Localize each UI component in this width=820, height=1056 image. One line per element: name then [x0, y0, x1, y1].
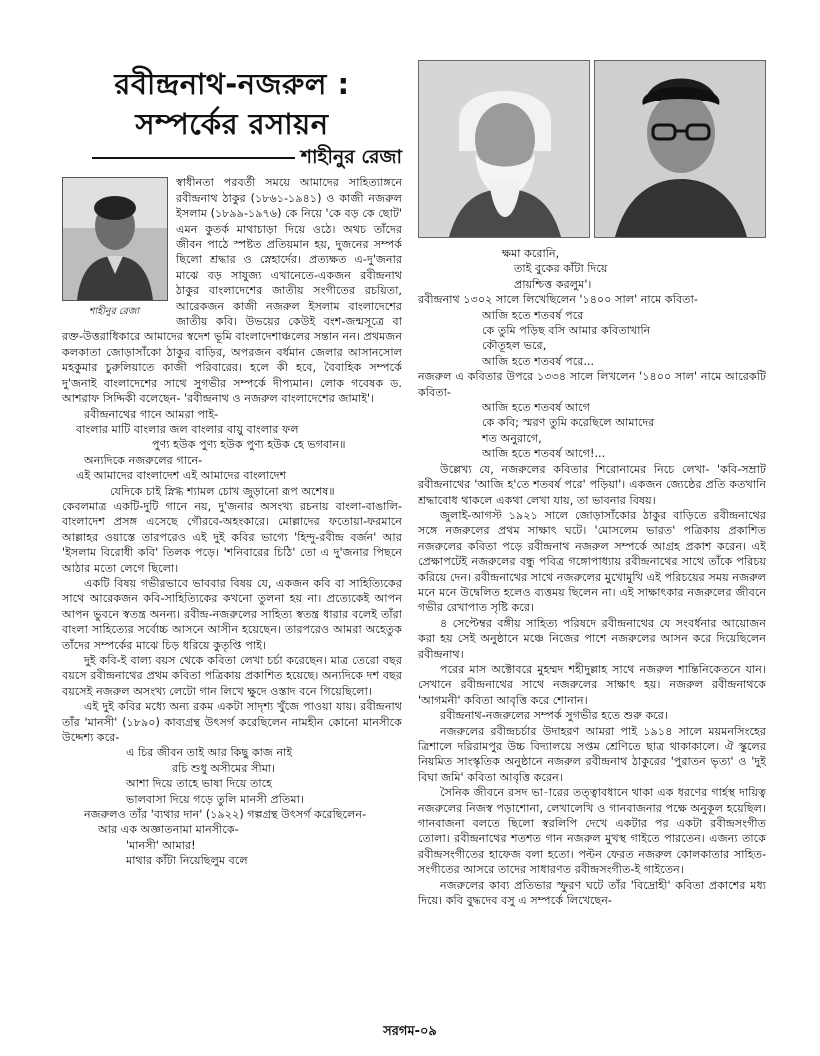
left-verse-11: মাথার কাঁটা নিয়েছিলুম বলে [126, 854, 248, 868]
byline [62, 146, 402, 168]
author-portrait [62, 177, 168, 301]
left-verse-1: বাংলার মাটি বাংলার জল বাংলার বায়ু বাংলার ফল [76, 422, 299, 436]
right-verse-6: কৌতূহল ভরে, [482, 339, 547, 353]
left-paragraph-2: রবীন্দ্রনাথের গানে আমরা পাই- [84, 407, 219, 421]
right-verse-11: আজি হতে শতবর্ষ আগে!... [482, 447, 606, 461]
right-paragraph-9: সৈনিক জীবনে রসদ ভা-ারের তত্ত্বাবধানে থাকা এক ধরণের গার্হস্থ দায়িত্ব নজরুলের নিজস্ব পড়াশোনা, লেখালেখি ও গানবাজনার পক্ষে অনুকূল হয়েছিল। গানবাজনা বলতে ছিলো স্বরলিপি দেখে একটার পর একটা রবীন্দ্রসংগীত তোলা। রবীন্দ্রনাথের শতশত গান নজরুল মুখস্থ গাইতে পারতেন। এজন্য তাকে রবীন্দ্রসংগীতের হাফেজ বলা হতো। পল্টন ফেরত নজরুল কোলকাতার সাহিত-সংগীতের আসরে তাদের সাধারণত রবীন্দ্রসংগীত-ই গাইতেন। [418, 786, 766, 877]
nazrul-photo [594, 60, 766, 238]
left-verse-4: যেদিকে চাই স্নিগ্ধ শ্যামল চোখ জুড়ানো রূপ অশেষ॥ [110, 484, 335, 498]
right-verse-5: কে তুমি পড়িছ বসি আমার কবিতাখানি [482, 324, 651, 338]
article-title [62, 64, 402, 144]
left-paragraph-5: একটি বিষয় গভীরভাবে ভাববার বিষয় যে, একজন কবি বা সাহিত্যিকের সাথে আরেকজন কবি-সাহিত্যিকের কখনো তুলনা হয় না। প্রত্যেকেই আপন আপন ভুবনে স্বতন্ত্র অনন্য। রবীন্দ্র-নজরুলের সাহিত্য স্বতন্ত্র ধারার বলেই তাঁরা বাংলা সাহিত্যের সর্বোচ্চ আসনে আসীন হয়েছেন। তারপরেও আমরা অহেতুক তাঁদের সম্পর্কের মাঝে চিড় ধরিয়ে কুতৃপ্তি পাই। [62, 576, 402, 652]
tagore-photo [418, 60, 590, 238]
byline-rule [92, 157, 295, 159]
right-paragraph-8: নজরুলের রবীন্দ্রচর্চার উদাহরণ আমরা পাই ১৯১৪ সালে ময়মনসিংহের ত্রিশালে দরিরামপুর উচ্চ বিদ্যালয়ে সপ্তম শ্রেণিতে ছাত্র থাকাকালে। ঐ স্কুলের নিয়মিত সাংস্কৃতিক অনুষ্ঠানে নজরুল রবীন্দ্রনাথ ঠাকুরের 'পুরাতন ভৃত্য' ও 'দুই বিঘা জমি' কবিতা আবৃত্তি করেন। [418, 724, 766, 784]
right-verse-2: তাই বুকের কাঁটা দিয়ে [514, 262, 608, 276]
author-portrait-image [63, 178, 167, 300]
title-line-1: রবীন্দ্রনাথ-নজরুল : [114, 67, 350, 101]
left-verse-2: পুণ্য হউক পুণ্য হউক পুণ্য হউক হে ভগবান॥ [152, 438, 346, 452]
left-paragraph-3: অন্যদিকে নজরুলের গানে- [84, 453, 203, 467]
right-verse-10: শত অনুরাগে, [482, 431, 542, 445]
left-verse-9: আর এক অজ্ঞাতনামা মানসীকে- [98, 823, 239, 837]
left-paragraph-8: নজরুলও তাঁর 'ব্যথার দান' (১৯২২) গল্পগ্রন্থ উৎসর্গ করেছিলেন- [84, 808, 367, 822]
left-verse-3: এই আমাদের বাংলাদেশ এই আমাদের বাংলাদেশ [76, 469, 287, 483]
photo-row [418, 60, 766, 238]
right-paragraph-5: ৪ সেপ্টেম্বর বঙ্গীয় সাহিত্য পরিষদে রবীন্দ্রনাথের যে সংবর্ধনার আয়োজন করা হয় সেই অনুষ্ঠানে মঞ্চে নিজের পাশে নজরুলের আসন করে দিয়েছিলেন রবীন্দ্রনাথ। [418, 616, 766, 661]
author-name: শাহীনুর রেজা [300, 146, 402, 168]
left-verse-6: রচি শুধু অসীমের সীমা। [172, 761, 276, 775]
right-paragraph-3: উল্লেখ্য যে, নজরুলের কবিতার শিরোনামের নিচে লেখা- 'কবি-সম্রাট রবীন্দ্রনাথের 'আজি হ'তে শতবর্ষ পরে' পড়িয়া'। একজন জ্যেষ্ঠের প্রতি কতখানি শ্রদ্ধাবোধ থাকলে একথা লেখা যায়, তা ভাবনার বিষয়। [418, 462, 766, 507]
author-caption: শাহীনুর রেজা [88, 306, 140, 318]
left-column [62, 60, 402, 869]
left-paragraph-4: কেবলমাত্র একটি-দুটি গানে নয়, দু'জনার অসংখ্য রচনায় বাংলা-বাঙালি-বাংলাদেশ প্রসঙ্গ এসেছে গৌরবে-অহংকারে। মোল্লাদের ফতোয়া-ফরমানে আল্লাহর ওয়াস্তে তারপরেও এই দুই কবির ভাগ্যে 'হিন্দু-রবীন্দ্র বর্জন' আর 'ইসলাম বিরোধী কবি' তিলক পড়ে। 'শনিবারের চিঠি' তো এ দু'জনার পিছনে আঠার মতো লেগে ছিলো। [62, 499, 402, 575]
right-verse-4: আজি হতে শতবর্ষ পরে [482, 308, 584, 322]
left-verse-5: এ চির জীবন তাই আর কিছু কাজ নাই [126, 746, 293, 760]
right-paragraph-7: রবীন্দ্রনাথ-নজরুলের সম্পর্ক সুগভীর হতে শুরু করে। [440, 709, 668, 723]
right-paragraph-6: পরের মাস অক্টোবরে মুহম্মদ শহীদুল্লাহ সাথে নজরুল শান্তিনিকেতনে যান। সেখানে রবীন্দ্রনাথের সাথে নজরুলের সাক্ষাৎ হয়। নজরুল রবীন্দ্রনাথকে 'আগমনী' কবিতা আবৃত্তি করে শোনান। [418, 662, 766, 707]
left-verse-10: 'মানসী' আমার! [126, 838, 196, 852]
author-portrait-block [62, 177, 166, 319]
tagore-portrait-image [419, 61, 590, 237]
right-verse-9: কে কবি; স্মরণ তুমি করেছিলে আমাদের [482, 416, 655, 430]
right-verse-8: আজি হতে শতবর্ষ আগে [482, 401, 590, 415]
right-paragraph-4: জুলাই-আগস্ট ১৯২১ সালে জোড়াসাঁকোর ঠাকুর বাড়িতে রবীন্দ্রনাথের সঙ্গে নজরুলের প্রথম সাক্ষাৎ ঘটে। 'মোসলেম ভারত' পত্রিকায় প্রকাশিত নজরুলের কবিতা পড়ে রবীন্দ্রনাথ নজরুল সম্পর্কে আগ্রহ প্রকাশ করেন। এই প্রেক্ষাপটেই নজরুলের বন্ধু পবিত্র গঙ্গোপাধ্যায় রবীন্দ্রনাথের সাথে তাঁকে পরিচয় করিয়ে দেন। রবীন্দ্রনাথের সাথে নজরুলের মুখোমুখি এই পরিচয়ের সময় নজরুল মনে মনে উদ্বেলিত হলেও ব্যত্তময় ছিলেন না। এই সাক্ষাৎকার নজরুলের জীবনে গভীর রেখাপাত সৃষ্টি করে। [418, 508, 766, 615]
right-column [418, 60, 766, 908]
right-paragraph-1: রবীন্দ্রনাথ ১৩০২ সালে লিখেছিলেন '১৪০০ সাল' নামে কবিতা- [418, 293, 698, 307]
right-paragraph-2: নজরুল এ কবিতার উপরে ১৩৩৪ সালে লিখলেন '১৪০০ সাল' নামে আরেকটি কবিতা- [418, 370, 766, 399]
right-verse-3: প্রায়শ্চিত্ত করলুম'। [514, 277, 592, 291]
left-verse-7: আশা দিয়ে তাহে ভাষা দিয়ে তাহে [126, 777, 273, 791]
right-verse-7: আজি হতে শতবর্ষ পরে... [482, 354, 595, 368]
page-number: সরগম-০৯ [383, 1024, 437, 1039]
left-paragraph-7: এই দুই কবির মধ্যে অন্য রকম একটা সাদৃশ্য খুঁজে পাওয়া যায়। রবীন্দ্রনাথ তাঁর 'মানসী' (১৮৯০) কাব্যগ্রন্থ উৎসর্গ করেছিলেন নামহীন কোনো মানসীকে উদ্দেশ্য করে- [62, 700, 402, 745]
title-line-2: সম্পর্কের রসায়ন [135, 107, 329, 141]
right-verse-1: ক্ষমা করোনি, [502, 247, 560, 260]
nazrul-portrait-image [595, 61, 766, 237]
left-paragraph-6: দুই কবি-ই বাল্য বয়স থেকে কবিতা লেখা চর্চা করেছেন। মাত্র তেরো বছর বয়সে রবীন্দ্রনাথের প্রথম কবিতা পত্রিকায় প্রকাশিত হয়েছে। অন্যদিকে দশ বছর বয়সেই নজরুল অসংখ্য লেটো গান লিখে ক্ষুদে ওস্তাদ বনে গিয়েছিলো। [62, 654, 402, 698]
left-verse-8: ভালবাসা দিয়ে গড়ে তুলি মানসী প্রতিমা। [126, 792, 304, 806]
right-paragraph-10: নজরুলের কাব্য প্রতিভার স্ফুরণ ঘটে তাঁর 'বিদ্রোহী' কবিতা প্রকাশের মধ্য দিয়ে। কবি বুদ্ধদেব বসু এ সম্পর্কে লিখেছেন- [418, 878, 766, 908]
left-paragraph-1: স্বাধীনতা পরবর্তী সময়ে আমাদের সাহিত্যাঙ্গনে রবীন্দ্রনাথ ঠাকুর (১৮৬১-১৯৪১) ও কাজী নজরুল ইসলাম (১৮৯৯-১৯৭৬) কে নিয়ে 'কে বড় কে ছোট' এমন কুতর্ক মাথাচাড়া দিয়ে ওঠে। অথচ তাঁদের জীবন পাঠে স্পষ্টত প্রতিয়মান হয়, দুজনের সম্পর্ক ছিলো শ্রদ্ধার ও স্নেহার্দের। প্রত্যক্ষত এ-দু'জনার মাঝে বড় সাযুজ্য এখানেতে-একজন রবীন্দ্রনাথ ঠাকুর বাংলাদেশের জাতীয় সংগীতের রচয়িতা, আরেকজন কাজী নজরুল ইসলাম বাংলাদেশের জাতীয় কবি। উভয়ের কেউই বংশ-জন্মসূত্রে বা রক্ত-উত্তরাধিকারে আমাদের স্বদেশ ভূমি বাংলাদেশাঞ্চলের সন্তান নন। প্রথমজন কলকাতা জোড়াসাঁকো ঠাকুর বাড়ির, অপরজন বর্ধমান জেলার আসানসোল মহকুমার চুরুলিয়াতে কাজী পরিবারের। হলে কী হবে, বৈবাহিক সম্পর্কে দু'জনাই বাংলাদেশের সাথে সুগভীর সম্পর্কে দীপ্যমান। লোক গবেষক ড. আশরাফ সিদ্দিকী বলেছেন- 'রবীন্দ্রনাথ ও নজরুল বাংলাদেশের জামাই'। [62, 176, 402, 406]
